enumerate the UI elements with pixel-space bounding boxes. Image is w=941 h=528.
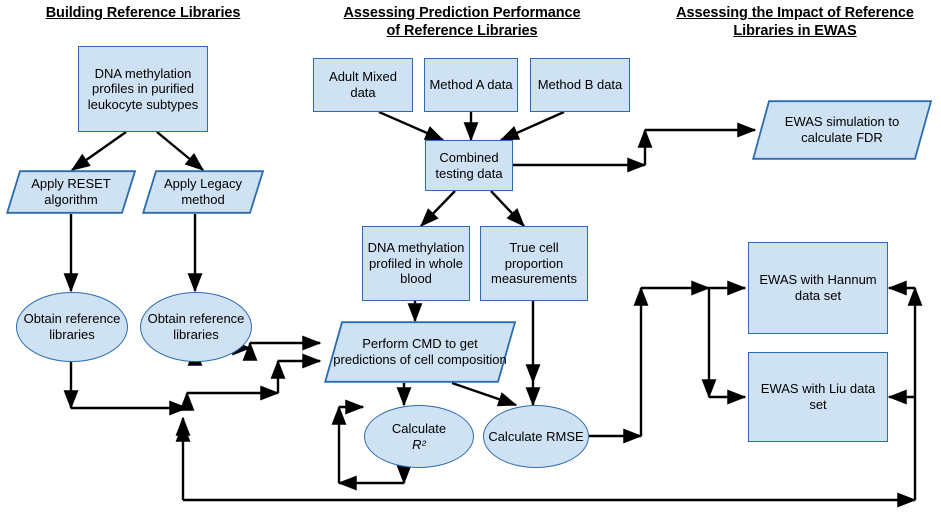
node-label: DNA methylation profiled in whole blood — [367, 240, 465, 287]
node-ewas-liu[interactable] — [748, 352, 888, 442]
node-calculate-r2[interactable] — [364, 405, 474, 468]
title-performance-line2: of Reference Libraries — [386, 23, 538, 40]
title-assessing-prediction-performance — [312, 4, 612, 40]
node-apply-reset-algorithm[interactable] — [6, 170, 136, 214]
title-building-line1: Building Reference Libraries — [45, 5, 241, 21]
node-label: Apply Legacy method — [163, 176, 243, 207]
node-method-b-data[interactable] — [530, 58, 630, 112]
node-label: Method B data — [537, 77, 623, 93]
node-label-line1: Calculate — [391, 420, 447, 436]
title-building-reference-libraries — [18, 4, 268, 22]
node-label: Apply RESET algorithm — [31, 176, 111, 207]
node-perform-cmd[interactable] — [324, 321, 516, 383]
node-dna-methylation-whole-blood[interactable] — [362, 226, 470, 301]
title-performance-line1: Assessing Prediction Performance — [343, 5, 581, 21]
node-ewas-hannum[interactable] — [748, 242, 888, 334]
node-label: Method A data — [429, 77, 513, 93]
node-obtain-reference-libraries-right[interactable] — [140, 292, 252, 362]
node-label: Obtain reference libraries — [147, 311, 245, 342]
node-label: Adult Mixed data — [329, 69, 397, 100]
node-true-cell-proportion-measurements[interactable] — [480, 226, 588, 301]
node-method-a-data[interactable] — [424, 58, 518, 112]
node-label: EWAS with Liu data set — [760, 381, 876, 412]
node-label: Obtain reference libraries — [23, 311, 121, 342]
node-label: Combined testing data — [435, 149, 503, 181]
node-label-line2: R² — [412, 436, 426, 452]
title-impact-line2: Libraries in EWAS — [733, 23, 857, 40]
node-ewas-simulation[interactable] — [752, 100, 932, 160]
node-label: EWAS simulation to calculate FDR — [784, 114, 900, 145]
title-impact-line1: Assessing the Impact of Reference — [676, 5, 914, 21]
node-label: Perform CMD to get predictions of cell composition — [333, 336, 507, 367]
node-label: DNA methylation profiles in purified leukocyte subtypes — [87, 65, 199, 112]
node-combined-testing-data[interactable] — [425, 140, 513, 191]
node-label: Calculate RMSE — [488, 428, 584, 444]
node-label: EWAS with Hannum data set — [759, 272, 877, 303]
node-dna-methylation-profiles[interactable] — [78, 46, 208, 132]
title-assessing-impact-ewas — [650, 4, 940, 40]
node-obtain-reference-libraries-left[interactable] — [16, 292, 128, 362]
node-calculate-rmse[interactable] — [483, 405, 589, 468]
node-label: True cell proportion measurements — [491, 240, 577, 287]
node-adult-mixed-data[interactable] — [313, 58, 413, 112]
node-apply-legacy-method[interactable] — [142, 170, 264, 214]
